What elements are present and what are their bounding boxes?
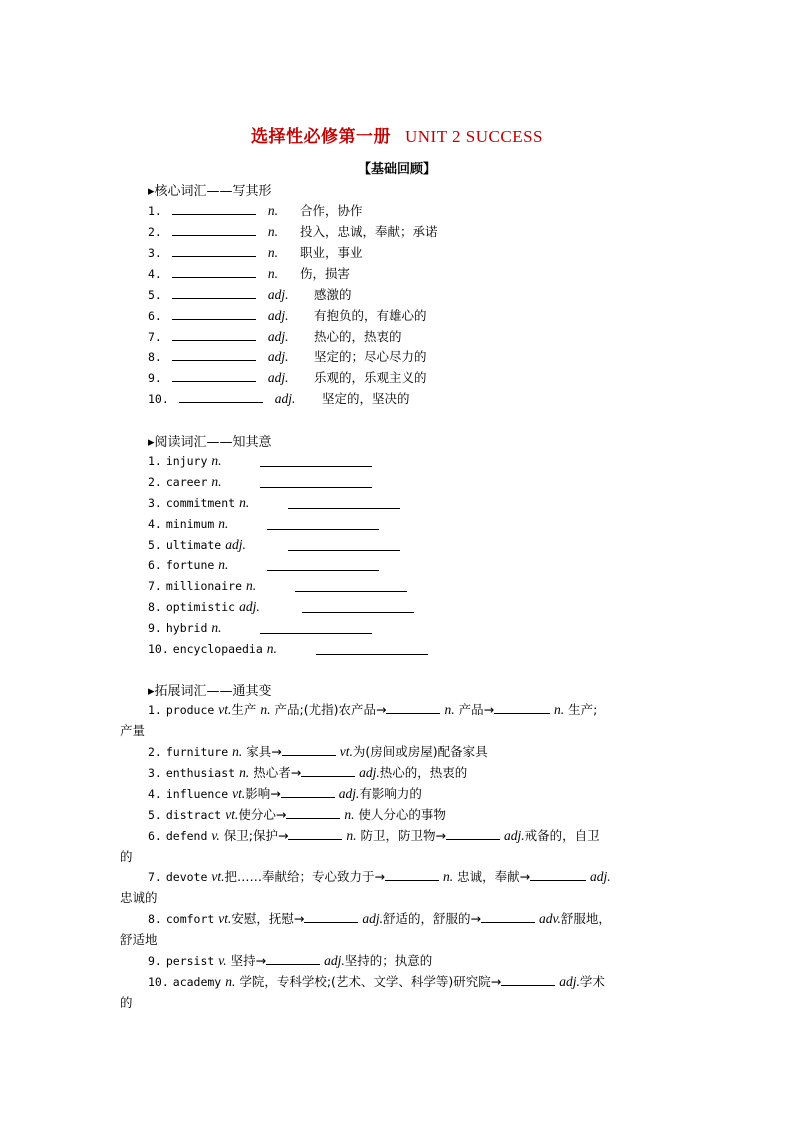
answer-blank[interactable] — [446, 828, 500, 840]
answer-blank[interactable] — [172, 266, 256, 278]
list-item: 8. optimistic adj. — [148, 599, 260, 615]
list-item: 1. injury n. — [148, 453, 222, 469]
answer-blank[interactable] — [172, 203, 256, 215]
list-item: 6. adj. 有抱负的，有雄心的 — [148, 308, 427, 323]
list-item: 10. adj. 坚定的，坚决的 — [148, 391, 410, 406]
answer-blank[interactable] — [281, 786, 335, 798]
answer-blank[interactable] — [172, 349, 256, 361]
page-subtitle: 【基础回顾】 — [357, 162, 436, 177]
list-item: 2. career n. — [148, 474, 222, 490]
list-item: 4. influence vt.影响→ adj.有影响力的 — [148, 786, 422, 801]
list-item: 7. devote vt.把……奉献给；专心致力于→ n. 忠诚，奉献→ adj. — [148, 869, 611, 884]
answer-blank[interactable] — [172, 245, 256, 257]
title-cn: 选择性必修第一册 — [251, 127, 391, 147]
answer-blank[interactable] — [260, 622, 372, 634]
answer-blank[interactable] — [267, 518, 379, 530]
answer-blank[interactable] — [385, 869, 439, 881]
answer-blank[interactable] — [172, 329, 256, 341]
list-item: 3. enthusiast n. 热心者→ adj.热心的，热衷的 — [148, 765, 468, 780]
list-item: 9. hybrid n. — [148, 620, 222, 636]
answer-blank[interactable] — [301, 765, 355, 777]
section1-heading: ▸核心词汇——写其形 — [148, 184, 272, 199]
section3-heading: ▸拓展词汇——通其变 — [148, 684, 272, 699]
answer-blank[interactable] — [172, 370, 256, 382]
list-item: 10. encyclopaedia n. — [148, 641, 277, 657]
section2-heading: ▸阅读词汇——知其意 — [148, 435, 272, 450]
answer-blank[interactable] — [288, 539, 400, 551]
answer-blank[interactable] — [172, 308, 256, 320]
wrapped-line: 忠诚的 — [120, 890, 158, 905]
answer-blank[interactable] — [172, 224, 256, 236]
list-item: 10. academy n. 学院，专科学校;(艺术、文学、科学等)研究院→ adj.学术 — [148, 974, 605, 989]
list-item: 5. ultimate adj. — [148, 537, 246, 553]
list-item: 4. n. 伤，损害 — [148, 266, 351, 281]
answer-blank[interactable] — [282, 744, 336, 756]
answer-blank[interactable] — [267, 559, 379, 571]
answer-blank[interactable] — [481, 911, 535, 923]
list-item: 8. comfort vt.安慰，抚慰→ adj.舒适的，舒服的→ adv.舒服地， — [148, 911, 611, 926]
answer-blank[interactable] — [386, 702, 440, 714]
answer-blank[interactable] — [304, 911, 358, 923]
answer-blank[interactable] — [501, 974, 555, 986]
list-item: 1. n. 合作，协作 — [148, 203, 363, 218]
list-item: 7. adj. 热心的，热衷的 — [148, 329, 402, 344]
answer-blank[interactable] — [316, 643, 428, 655]
answer-blank[interactable] — [266, 953, 320, 965]
wrapped-line: 产量 — [120, 723, 146, 738]
answer-blank[interactable] — [288, 828, 342, 840]
wrapped-line: 舒适地 — [120, 932, 158, 947]
answer-blank[interactable] — [172, 287, 256, 299]
list-item: 4. minimum n. — [148, 516, 228, 532]
answer-blank[interactable] — [494, 702, 550, 714]
wrapped-line: 的 — [120, 995, 133, 1010]
list-item: 6. fortune n. — [148, 557, 228, 573]
list-item: 5. distract vt.使分心→ n. 使人分心的事物 — [148, 807, 446, 822]
answer-blank[interactable] — [288, 497, 400, 509]
list-item: 8. adj. 坚定的；尽心尽力的 — [148, 349, 427, 364]
list-item: 9. adj. 乐观的，乐观主义的 — [148, 370, 427, 385]
answer-blank[interactable] — [260, 455, 372, 467]
list-item: 2. n. 投入，忠诚，奉献；承诺 — [148, 224, 438, 239]
list-item: 3. n. 职业，事业 — [148, 245, 363, 260]
answer-blank[interactable] — [530, 869, 586, 881]
answer-blank[interactable] — [179, 391, 263, 403]
answer-blank[interactable] — [302, 601, 414, 613]
list-item: 9. persist v. 坚持→ adj.坚持的；执意的 — [148, 953, 433, 968]
list-item: 3. commitment n. — [148, 495, 249, 511]
list-item: 6. defend v. 保卫;保护→ n. 防卫，防卫物→ adj.戒备的，自卫 — [148, 828, 600, 843]
list-item: 7. millionaire n. — [148, 578, 256, 594]
wrapped-line: 的 — [120, 849, 133, 864]
answer-blank[interactable] — [260, 476, 372, 488]
list-item: 5. adj. 感激的 — [148, 287, 352, 302]
page-title — [0, 122, 794, 147]
answer-blank[interactable] — [295, 580, 407, 592]
title-en: UNIT 2 SUCCESS — [405, 127, 543, 146]
answer-blank[interactable] — [286, 807, 340, 819]
list-item: 1. produce vt.生产 n. 产品;(尤指)农产品→ n. 产品→ n. 生产; — [148, 702, 598, 717]
list-item: 2. furniture n. 家具→ vt.为(房间或房屋)配备家具 — [148, 744, 488, 759]
